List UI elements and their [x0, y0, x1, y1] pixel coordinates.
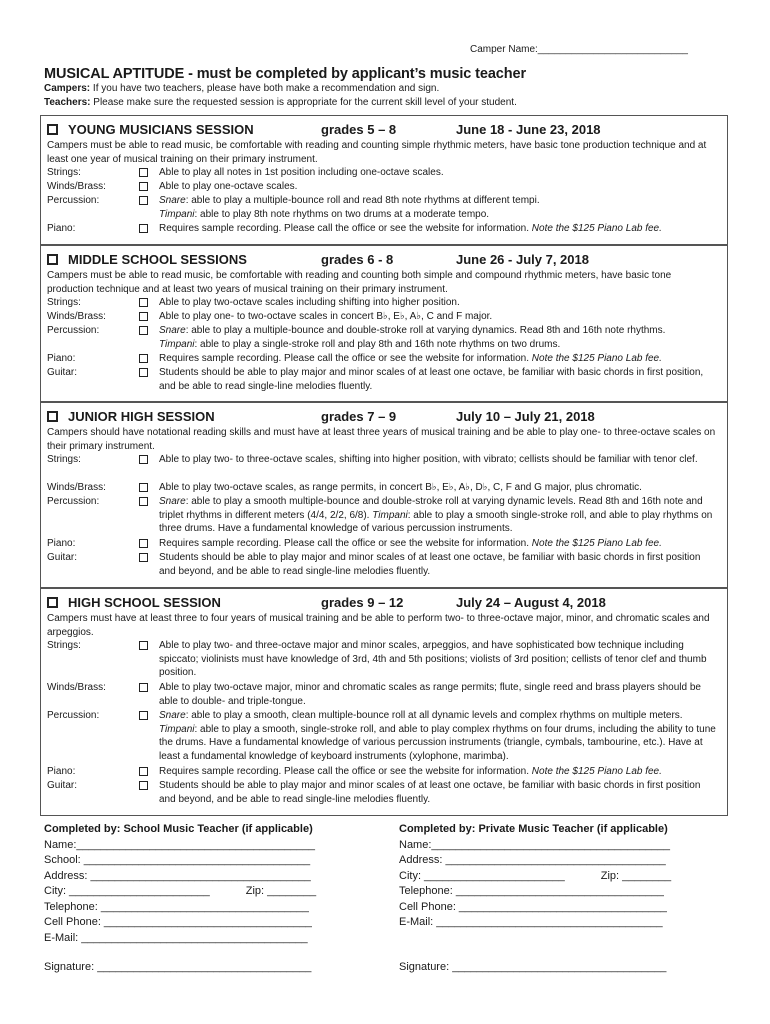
address-field[interactable]: Address: ____________________________________: [399, 854, 666, 866]
section-name: HIGH SCHOOL SESSION: [68, 595, 221, 610]
row-label: Percussion:: [47, 195, 100, 206]
section-name: JUNIOR HIGH SESSION: [68, 409, 215, 424]
section-checkbox[interactable]: [47, 254, 58, 265]
row-label: Guitar:: [47, 552, 78, 563]
high-school-section: [40, 588, 728, 816]
junior-high-section: [40, 402, 728, 588]
row-checkbox[interactable]: [139, 455, 148, 464]
cell-phone-field[interactable]: Cell Phone: __________________________________: [44, 916, 312, 928]
row-checkbox[interactable]: [139, 168, 148, 177]
row-label: Percussion:: [47, 710, 100, 721]
section-checkbox[interactable]: [47, 124, 58, 135]
section-description: Campers must have at least three to four years of musical training and be able to perform two- to three-octave major, minor, and chromatic scales and arpeggios.: [47, 613, 710, 638]
row-checkbox[interactable]: [139, 326, 148, 335]
form-heading: Completed by: Private Music Teacher (if applicable): [399, 823, 668, 835]
row-checkbox[interactable]: [139, 224, 148, 233]
zip-field[interactable]: Zip: ________: [245, 885, 317, 897]
section-dates: June 18 - June 23, 2018: [456, 122, 601, 137]
row-label: Winds/Brass:: [47, 482, 106, 493]
row-label: Guitar:: [47, 780, 78, 791]
section-heading: [47, 122, 254, 137]
row-text: Able to play one- to two-octave scales in concert B♭, E♭, A♭, C and F major.: [159, 311, 493, 322]
zip-field[interactable]: Zip: ________: [600, 869, 672, 882]
telephone-field[interactable]: Telephone: __________________________________: [399, 885, 664, 897]
row-text: Able to play one-octave scales.: [159, 181, 298, 192]
signature-field[interactable]: Signature: ___________________________________: [399, 961, 667, 973]
cell-phone-field[interactable]: Cell Phone: __________________________________: [399, 900, 667, 913]
row-text: Requires sample recording. Please call the office or see the website for information. Note the $125 Piano Lab fee.: [159, 538, 662, 549]
city-zip-row: [44, 884, 364, 900]
row-text: Able to play all notes in 1st position including one-octave scales.: [159, 167, 444, 178]
section-grades: grades 5 – 8: [321, 122, 397, 137]
name-field[interactable]: Name:_______________________________________: [399, 838, 670, 851]
row-label: Strings:: [47, 454, 81, 465]
section-heading: [47, 595, 221, 610]
form-heading: Completed by: School Music Teacher (if applicable): [44, 823, 313, 835]
young-musicians-section: [40, 115, 728, 245]
row-label: Piano:: [47, 223, 76, 234]
row-text: Snare: able to play a smooth, clean multiple-bounce roll at all dynamic levels and complex rhythms on multiple meters. Timpani: able to play a smooth, single-stroke roll, and able to play complex rhythms on four drums, including the ability to tune the drums. Have a fundamental knowledge of various percussion instruments (triangle, cymbals, tambourine, etc.). Have at least a fundamental knowledge of keyboard instruments (xylophone, marimba).: [159, 710, 716, 762]
city-field[interactable]: City: _______________________: [44, 885, 210, 897]
section-heading: [47, 252, 247, 267]
row-label: Strings:: [47, 640, 81, 651]
section-description: Campers should have notational reading skills and must have at least three years of musical training and be able to play one- to three-octave scales on their primary instrument.: [47, 427, 716, 452]
city-field[interactable]: City: _______________________: [399, 869, 565, 882]
row-checkbox[interactable]: [139, 354, 148, 363]
section-dates: July 24 – August 4, 2018: [456, 595, 606, 610]
row-checkbox[interactable]: [139, 182, 148, 191]
row-checkbox[interactable]: [139, 683, 148, 692]
row-checkbox[interactable]: [139, 539, 148, 548]
row-label: Piano:: [47, 538, 76, 549]
telephone-field[interactable]: Telephone: __________________________________: [44, 900, 309, 913]
row-checkbox[interactable]: [139, 641, 148, 650]
row-checkbox[interactable]: [139, 767, 148, 776]
campers-text: If you have two teachers, please have both make a recommendation and sign.: [90, 83, 440, 94]
row-checkbox[interactable]: [139, 711, 148, 720]
page-title: MUSICAL APTITUDE - must be completed by applicant’s music teacher: [44, 66, 527, 82]
row-text: Able to play two- and three-octave major and minor scales, arpeggios, and have sophisticated bow technique including spiccato; violinists must have knowledge of 3rd, 4th and 5th positions; violists of 3rd position; cellists of tenor clef and thumb position.: [159, 640, 707, 678]
row-checkbox[interactable]: [139, 196, 148, 205]
section-name: MIDDLE SCHOOL SESSIONS: [68, 252, 247, 267]
section-heading: [47, 409, 215, 424]
row-label: Guitar:: [47, 367, 78, 378]
private-teacher-form: [399, 822, 719, 976]
row-text: Able to play two-octave scales, as range permits, in concert B♭, E♭, A♭, D♭, C, F and G major, plus chromatic.: [159, 482, 642, 493]
row-text: Requires sample recording. Please call the office or see the website for information. Note the $125 Piano Lab fee.: [159, 353, 662, 364]
row-checkbox[interactable]: [139, 497, 148, 506]
row-label: Strings:: [47, 167, 81, 178]
section-checkbox[interactable]: [47, 597, 58, 608]
row-checkbox[interactable]: [139, 298, 148, 307]
name-field[interactable]: Name:_______________________________________: [44, 838, 315, 851]
row-label: Winds/Brass:: [47, 311, 106, 322]
row-label: Winds/Brass:: [47, 181, 106, 192]
section-grades: grades 6 - 8: [321, 252, 394, 267]
section-description: Campers must be able to read music, be comfortable with reading and counting simple rhythmic meters, have basic tone production technique and at least one year of musical training on their primary instrument.: [47, 140, 707, 165]
section-checkbox[interactable]: [47, 411, 58, 422]
row-text: Able to play two- to three-octave scales, shifting into higher position, with vibrato; cellists should be familiar with tenor clef.: [159, 454, 698, 465]
school-teacher-form: [44, 822, 364, 976]
school-field[interactable]: School: _____________________________________: [44, 854, 311, 866]
row-label: Winds/Brass:: [47, 682, 106, 693]
row-text: Able to play two-octave scales including shifting into higher position.: [159, 297, 460, 308]
row-text: Snare: able to play a smooth multiple-bounce and double-stroke roll at varying dynamic levels. Read 8th and 16th note and triplet rhythms in different meters (4/4, 2/2, 6/8). Timpani: able to play a smooth single-stroke roll, and able to play rhythms on three drums. Have a fundamental knowledge of various percussion instruments.: [159, 496, 713, 534]
row-label: Percussion:: [47, 496, 100, 507]
row-checkbox[interactable]: [139, 483, 148, 492]
section-description: Campers must be able to read music, be comfortable with reading and counting both simple and compound rhythmic meters, have basic tone production technique and at least two years of musical training on their primary instrument.: [47, 270, 672, 295]
email-field[interactable]: E-Mail: _____________________________________: [44, 931, 308, 944]
section-dates: June 26 - July 7, 2018: [456, 252, 589, 267]
teachers-note: [44, 97, 517, 108]
address-field[interactable]: Address: ____________________________________: [44, 869, 311, 882]
row-text: Students should be able to play major and minor scales of at least one octave, be familiar with basic chords in first position, and be able to read single-line melodies fluently.: [159, 367, 704, 392]
section-dates: July 10 – July 21, 2018: [456, 409, 595, 424]
city-zip-row: [399, 869, 719, 885]
row-checkbox[interactable]: [139, 312, 148, 321]
teachers-text: Please make sure the requested session is appropriate for the current skill level of your student.: [90, 97, 517, 108]
row-text: Requires sample recording. Please call the office or see the website for information. Note the $125 Piano Lab fee.: [159, 223, 662, 234]
row-checkbox[interactable]: [139, 368, 148, 377]
teachers-label: Teachers:: [44, 97, 91, 108]
row-text: Students should be able to play major and minor scales of at least one octave, be familiar with basic chords in first position and beyond, and be able to read single-line melodies fluently.: [159, 552, 701, 577]
row-text: Requires sample recording. Please call the office or see the website for information. Note the $125 Piano Lab fee.: [159, 766, 662, 777]
row-label: Percussion:: [47, 325, 100, 336]
campers-label: Campers:: [44, 83, 91, 94]
middle-school-section: [40, 245, 728, 402]
row-checkbox[interactable]: [139, 781, 148, 790]
row-label: Piano:: [47, 353, 76, 364]
campers-note: [44, 83, 439, 94]
signature-field[interactable]: Signature: ___________________________________: [44, 961, 312, 973]
row-text: Able to play two-octave major, minor and chromatic scales as range permits; flute, single reed and brass players should be able to double- and triple-tongue.: [159, 682, 701, 707]
row-checkbox[interactable]: [139, 553, 148, 562]
row-text: Snare: able to play a multiple-bounce and double-stroke roll at varying dynamics. Read 8th and 16th note rhythms. Timpani: able to play a single-stroke roll and play 8th and 16th note rhythms on two drums.: [159, 325, 666, 350]
section-grades: grades 9 – 12: [321, 595, 404, 610]
section-grades: grades 7 – 9: [321, 409, 397, 424]
camper-name-field[interactable]: Camper Name:___________________________: [470, 44, 688, 55]
email-field[interactable]: E-Mail: _____________________________________: [399, 916, 663, 928]
row-text: Students should be able to play major and minor scales of at least one octave, be familiar with basic chords in first position and beyond, and be able to read single-line melodies fluently.: [159, 780, 701, 805]
row-label: Strings:: [47, 297, 81, 308]
section-name: YOUNG MUSICIANS SESSION: [68, 122, 254, 137]
row-label: Piano:: [47, 766, 76, 777]
row-text: Snare: able to play a multiple-bounce roll and read 8th note rhythms at different tempi. Timpani: able to play 8th note rhythms on two drums at a moderate tempo.: [159, 195, 540, 220]
